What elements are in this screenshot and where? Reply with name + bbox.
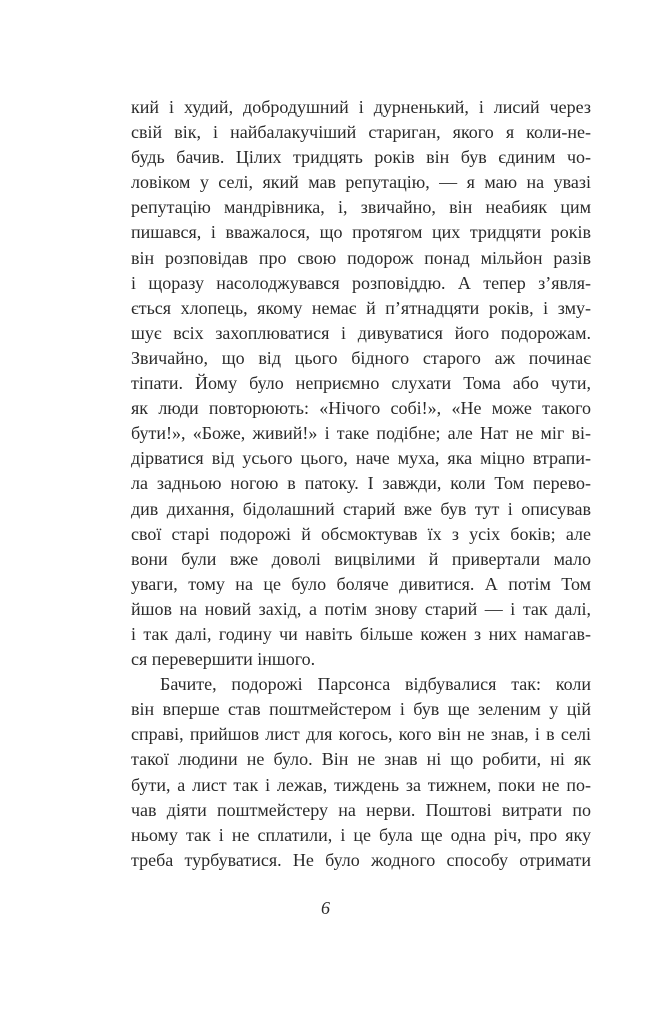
- text-line: треба турбуватися. Не було жодного способу отримати: [131, 849, 591, 870]
- text-line: такої людини не було. Він не знав ні що робити, ні як: [131, 749, 591, 770]
- text-line: репутацію мандрівника, і, звичайно, він неабияк цим: [131, 197, 591, 218]
- text-line: справі, прийшов лист для когось, кого він не знав, і в селі: [131, 724, 591, 745]
- text-line: бути!», «Боже, живий!» і таке подібне; але Нат не міг ві-: [131, 423, 591, 444]
- text-line: він розповідав про свою подорож понад мільйон разів: [131, 247, 591, 268]
- text-line: ся перевершити іншого.: [131, 649, 316, 670]
- text-line: ловіком у селі, який мав репутацію, — я маю на увазі: [131, 172, 591, 193]
- text-line: Бачите, подорожі Парсонса відбувалися так: коли: [160, 674, 591, 695]
- text-line: і щоразу насолоджувався розповіддю. А тепер з’явля-: [131, 272, 591, 293]
- text-line: вони були вже доволі вицвілими й привертали мало: [131, 548, 591, 569]
- text-line: бути, а лист так і лежав, тиждень за тижнем, поки не по-: [131, 774, 591, 795]
- text-line: дірватися від усього цього, наче муха, яка міцно втрапи-: [131, 448, 591, 469]
- text-line: свої старі подорожі й обсмоктував їх з усіх боків; але: [131, 523, 591, 544]
- text-line: Звичайно, що від цього бідного старого аж починає: [131, 347, 591, 368]
- text-line: йшов на новий захід, а потім знову старий — і так далі,: [131, 598, 591, 619]
- text-line: будь бачив. Цілих тридцять років він був єдиним чо-: [131, 147, 591, 168]
- text-line: він вперше став поштмейстером і був ще зеленим у цій: [131, 699, 591, 720]
- text-line: свій вік, і найбалакучіший стариган, якого я коли-не-: [131, 122, 591, 143]
- text-line: як люди повторюють: «Нічого собі!», «Не може такого: [131, 398, 591, 419]
- text-line: тіпати. Йому було неприємно слухати Тома або чути,: [131, 373, 591, 394]
- text-line: і так далі, годину чи навіть більше кожен з них намагав-: [131, 623, 591, 644]
- text-line: кий і худий, добродушний і дурненький, і лисий через: [131, 97, 591, 117]
- page-number: 6: [321, 898, 330, 918]
- text-line: ється хлопець, якому немає й п’ятнадцяти років, і зму-: [131, 297, 591, 318]
- text-line: шує всіх захоплюватися і дивуватися його подорожам.: [131, 322, 591, 343]
- text-line: уваги, тому на це було боляче дивитися. А потім Том: [131, 573, 591, 594]
- text-line: ньому так і не сплатили, і це була ще одна річ, про яку: [131, 824, 591, 845]
- page-body: [131, 95, 591, 873]
- text-line: ла задньою ногою в патоку. І завжди, коли Том перево-: [131, 473, 591, 494]
- text-line: див дихання, бідолашний старий вже був тут і описував: [131, 498, 591, 519]
- text-line: пишався, і вважалося, що протягом цих тридцяти років: [131, 222, 591, 243]
- text-line: чав діяти поштмейстеру на нерви. Поштові витрати по: [131, 799, 591, 820]
